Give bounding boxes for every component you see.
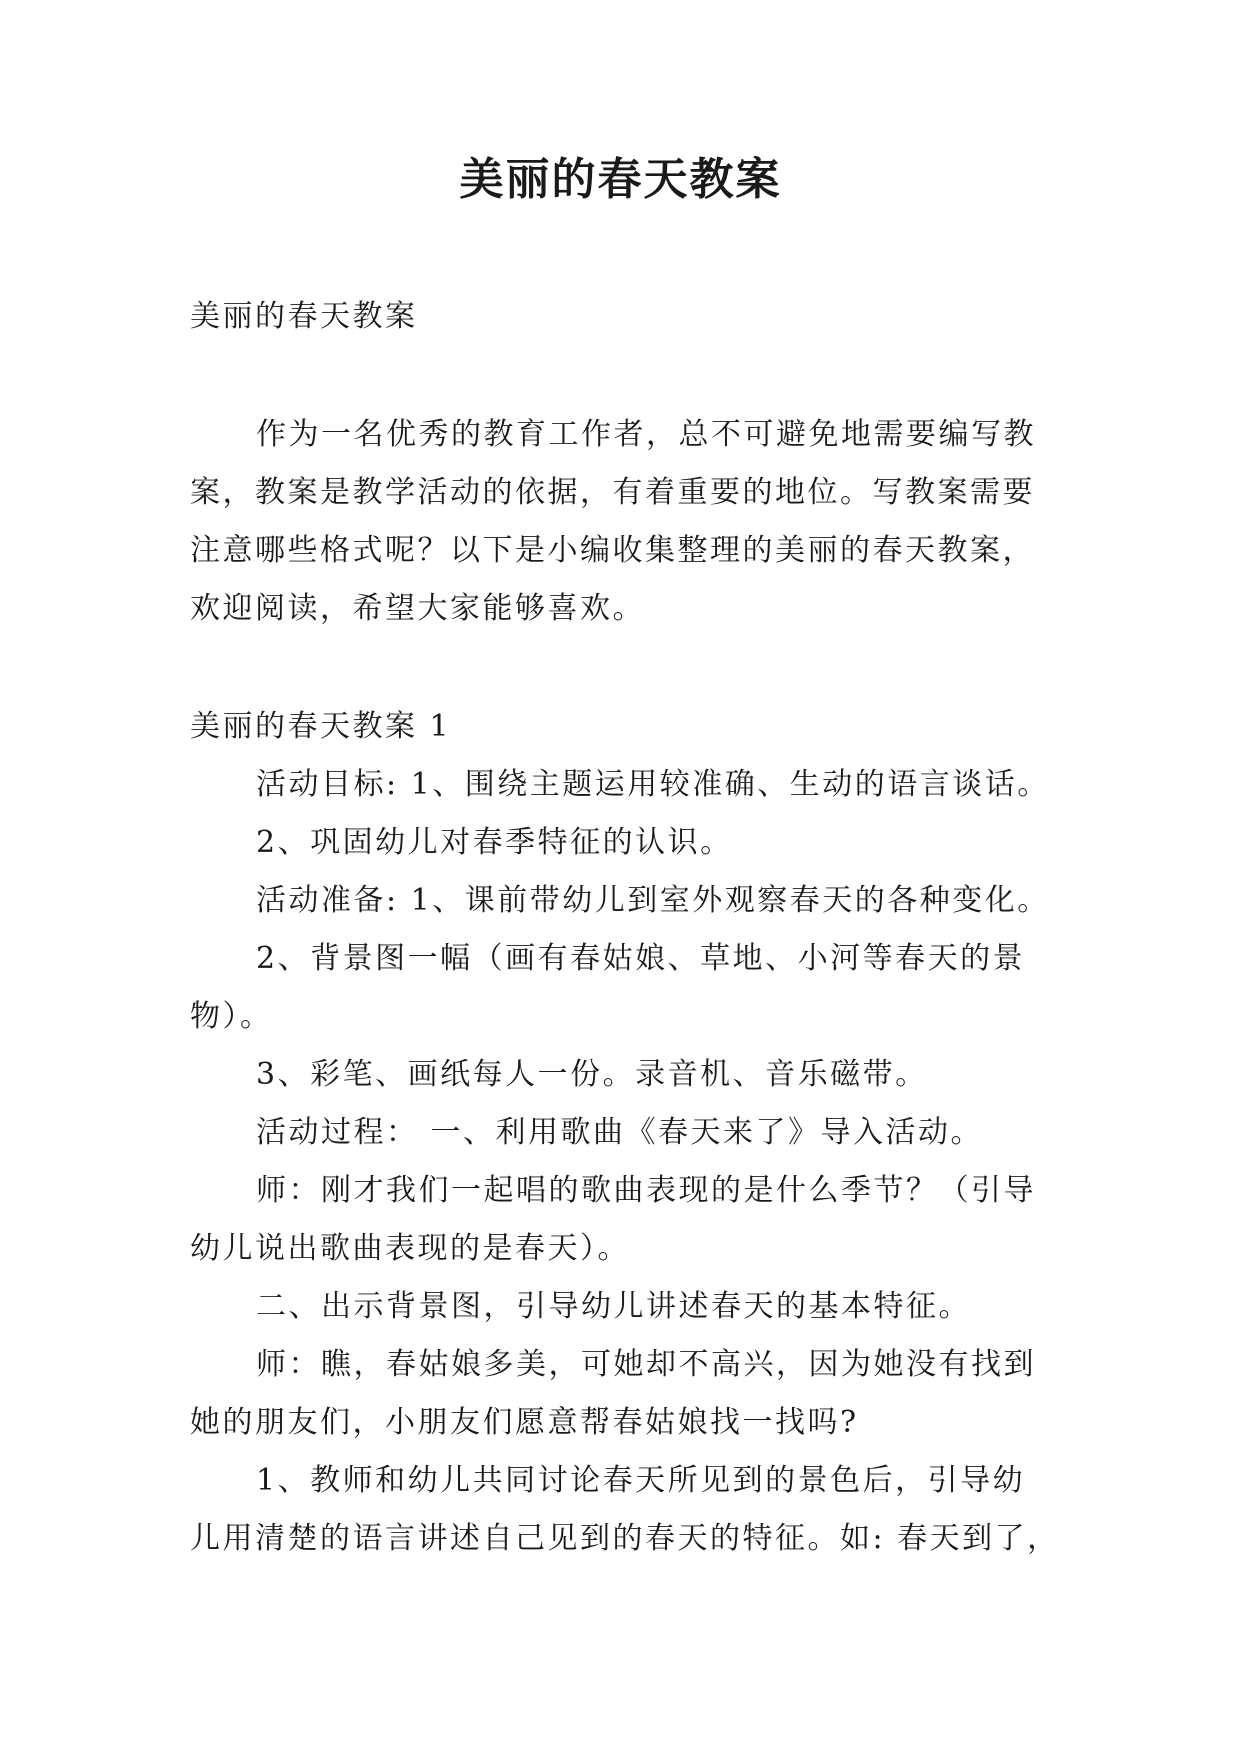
text-line: 物）。 (190, 999, 273, 1034)
text-line: 2、背景图一幅（画有春姑娘、草地、小河等春天的景 (256, 941, 1026, 976)
text-line: 活动目标: 1、围绕主题运用较准确、生动的语言谈话。 (256, 767, 1050, 802)
text-line: 作为一名优秀的教育工作者，总不可避免地需要编写教 (256, 417, 1036, 452)
intro-paragraph (190, 406, 1058, 638)
text-line: 活动准备: 1、课前带幼儿到室外观察春天的各种变化。 (256, 883, 1050, 918)
document-subtitle: 美丽的春天教案 (190, 299, 418, 334)
text-line: 注意哪些格式呢？以下是小编收集整理的美丽的春天教案， (190, 533, 1035, 568)
text-line: 欢迎阅读，希望大家能够喜欢。 (190, 591, 645, 626)
text-line: 活动过程： 一、利用歌曲《春天来了》导入活动。 (256, 1115, 984, 1150)
document-title: 美丽的春天教案 (459, 154, 782, 205)
section-heading: 美丽的春天教案 1 (190, 709, 452, 744)
text-line: 2、巩固幼儿对春季特征的认识。 (256, 825, 733, 860)
text-line: 师：刚才我们一起唱的歌曲表现的是什么季节？（引导 (256, 1173, 1036, 1208)
document-body (190, 288, 1058, 1568)
text-line: 二、出示背景图，引导幼儿讲述春天的基本特征。 (256, 1289, 971, 1324)
text-line: 她的朋友们，小朋友们愿意帮春姑娘找一找吗? (190, 1405, 859, 1440)
text-line: 幼儿说出歌曲表现的是春天）。 (190, 1231, 630, 1266)
text-line: 案，教案是教学活动的依据，有着重要的地位。写教案需要 (190, 475, 1035, 510)
text-line: 师：瞧，春姑娘多美，可她却不高兴，因为她没有找到 (256, 1347, 1036, 1382)
section-1 (190, 698, 1058, 1568)
text-line: 儿用清楚的语言讲述自己见到的春天的特征。如: 春天到了， (190, 1521, 1060, 1556)
text-line: 3、彩笔、画纸每人一份。录音机、音乐磁带。 (256, 1057, 928, 1092)
text-line: 1、教师和幼儿共同讨论春天所见到的景色后，引导幼 (256, 1463, 1026, 1498)
